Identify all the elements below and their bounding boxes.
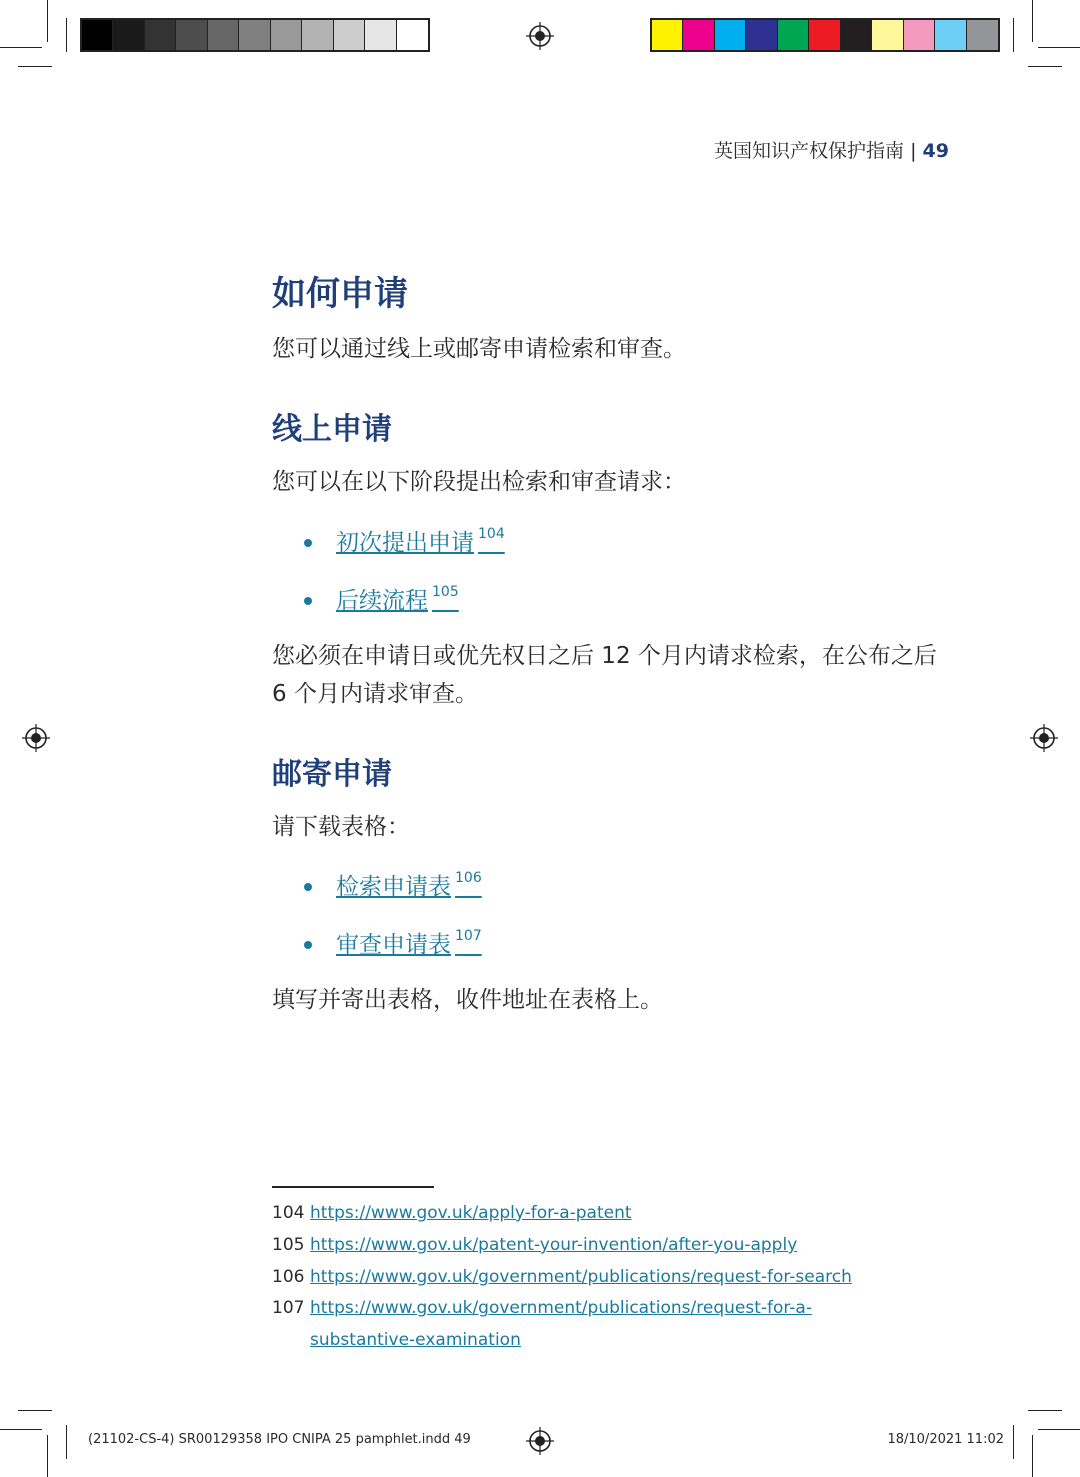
- color-swatch: [809, 20, 840, 50]
- crop-mark: [0, 47, 42, 48]
- header-separator: |: [904, 140, 923, 162]
- footnote-item: [272, 1235, 797, 1255]
- post-heading: 邮寄申请: [272, 757, 392, 792]
- color-swatch: [176, 20, 207, 50]
- crop-mark: [1038, 47, 1080, 48]
- footnote-link[interactable]: https://www.gov.uk/government/publications/request-for-search: [310, 1267, 852, 1287]
- color-swatch: [113, 20, 144, 50]
- crop-mark: [1028, 66, 1062, 67]
- color-swatch: [271, 20, 302, 50]
- color-swatch: [652, 20, 683, 50]
- crop-mark: [47, 0, 48, 42]
- footnote-number: 105: [272, 1235, 305, 1255]
- footnote-link[interactable]: https://www.gov.uk/apply-for-a-patent: [310, 1203, 632, 1223]
- footnote-ref[interactable]: 105: [432, 584, 459, 600]
- color-swatch: [365, 20, 396, 50]
- crop-mark: [66, 18, 67, 52]
- registration-mark-icon: [526, 1427, 554, 1455]
- color-swatch: [967, 20, 998, 50]
- crop-mark: [66, 1425, 67, 1459]
- footnote-item: [272, 1203, 632, 1223]
- footnote-ref[interactable]: 104: [478, 526, 505, 542]
- crop-mark: [1032, 0, 1033, 42]
- footnote-ref[interactable]: 106: [455, 870, 482, 886]
- footnote-number: 104: [272, 1203, 305, 1223]
- slug-file-info: (21102-CS-4) SR00129358 IPO CNIPA 25 pamphlet.indd 49: [88, 1432, 471, 1447]
- footnote-link-continued[interactable]: substantive-examination: [310, 1330, 521, 1350]
- running-header: [714, 136, 949, 163]
- crop-mark: [18, 66, 52, 67]
- color-swatch: [778, 20, 809, 50]
- color-swatch: [935, 20, 966, 50]
- crop-mark: [1013, 1425, 1014, 1459]
- footnote-number: 106: [272, 1267, 305, 1287]
- intro-text: 您可以通过线上或邮寄申请检索和审查。: [272, 336, 686, 362]
- bullet: [304, 883, 312, 891]
- color-bar: [650, 18, 1000, 52]
- color-swatch: [82, 20, 113, 50]
- color-swatch: [872, 20, 903, 50]
- page-number: 49: [922, 140, 949, 162]
- online-text: 您可以在以下阶段提出检索和审查请求：: [272, 469, 686, 495]
- color-swatch: [715, 20, 746, 50]
- deadline-text-line1: 您必须在申请日或优先权日之后 12 个月内请求检索，在公布之后: [272, 643, 937, 669]
- color-swatch: [302, 20, 333, 50]
- color-swatch: [683, 20, 714, 50]
- footnote-link[interactable]: https://www.gov.uk/government/publications/request-for-a-: [310, 1298, 812, 1318]
- color-swatch: [145, 20, 176, 50]
- crop-mark: [1038, 1429, 1080, 1430]
- footnote-number: 107: [272, 1298, 305, 1318]
- bullet: [304, 539, 312, 547]
- closing-text: 填写并寄出表格，收件地址在表格上。: [272, 987, 663, 1013]
- page-title: 如何申请: [272, 274, 408, 314]
- crop-mark: [1028, 1410, 1062, 1411]
- crop-mark: [18, 1410, 52, 1411]
- color-swatch: [841, 20, 872, 50]
- footnote-divider: [272, 1186, 434, 1188]
- color-swatch: [208, 20, 239, 50]
- footnote-link[interactable]: https://www.gov.uk/patent-your-invention/after-you-apply: [310, 1235, 798, 1255]
- header-title: 英国知识产权保护指南: [714, 140, 905, 162]
- bullet: [304, 941, 312, 949]
- crop-mark: [1013, 18, 1014, 52]
- color-swatch: [904, 20, 935, 50]
- color-swatch: [239, 20, 270, 50]
- registration-mark-icon: [1030, 724, 1058, 752]
- deadline-text-line2: 6 个月内请求审查。: [272, 681, 478, 707]
- crop-mark: [0, 1429, 42, 1430]
- link-examination-form[interactable]: 审查申请表 $^{107}$: [336, 928, 482, 958]
- footnote-item: [272, 1298, 812, 1318]
- color-swatch: [334, 20, 365, 50]
- link-search-form[interactable]: 检索申请表 $^{106}$: [336, 870, 482, 900]
- link-subsequent-process[interactable]: 后续流程 $^{105}$: [336, 584, 459, 614]
- footnote-item: [272, 1267, 852, 1287]
- grayscale-bar: [80, 18, 430, 52]
- registration-mark-icon: [22, 724, 50, 752]
- bullet: [304, 597, 312, 605]
- slug-date-time: 18/10/2021 11:02: [887, 1432, 1004, 1447]
- online-heading: 线上申请: [272, 412, 392, 447]
- color-swatch: [746, 20, 777, 50]
- post-text: 请下载表格：: [272, 814, 410, 840]
- crop-mark: [47, 1435, 48, 1477]
- link-initial-application[interactable]: 初次提出申请 $^{104}$: [336, 526, 505, 556]
- footnote-ref[interactable]: 107: [455, 928, 482, 944]
- registration-mark-icon: [526, 22, 554, 50]
- crop-mark: [1032, 1435, 1033, 1477]
- color-swatch: [397, 20, 428, 50]
